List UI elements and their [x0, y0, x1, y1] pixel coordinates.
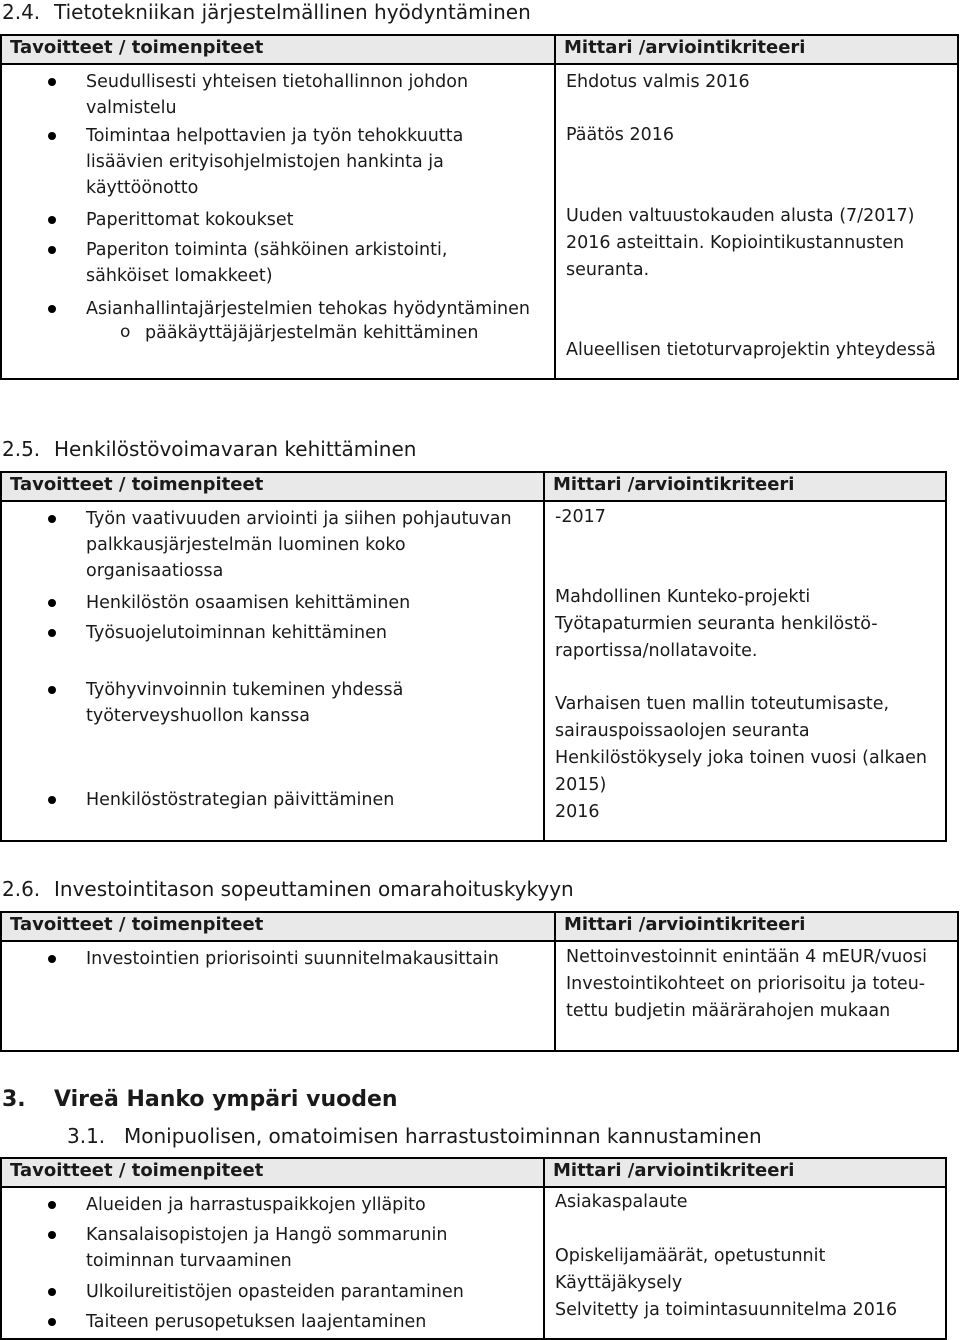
- section-3-1-heading: [67, 1124, 762, 1148]
- goals-header: Tavoitteet / toimenpiteet: [1, 35, 555, 64]
- goal-line: toiminnan turvaaminen: [86, 1251, 292, 1271]
- goal-line: Henkilöstöstrategian päivittäminen: [86, 790, 395, 810]
- metric-line: 2015): [555, 775, 607, 795]
- metric-line: Investointikohteet on priorisoitu ja toteu-: [566, 974, 926, 994]
- goal-item: [86, 677, 403, 729]
- goal-line: Työhyvinvoinnin tukeminen yhdessä: [86, 680, 404, 700]
- goal-line: Taiteen perusopetuksen laajentaminen: [86, 1312, 427, 1332]
- metric-line: Selvitetty ja toimintasuunnitelma 2016: [555, 1300, 898, 1320]
- metrics-cell: [555, 941, 958, 1051]
- goal-subitem: pääkäyttäjäjärjestelmän kehittäminen: [145, 323, 479, 343]
- goal-line: organisaatiossa: [86, 561, 224, 581]
- goal-item: [86, 1222, 448, 1274]
- metric-line: 2016: [555, 802, 600, 822]
- metrics-header: Mittari /arviointikriteeri: [555, 912, 958, 941]
- goal-line: Henkilöstön osaamisen kehittäminen: [86, 593, 411, 613]
- section-2-4-table: [0, 34, 959, 380]
- metrics-header: Mittari /arviointikriteeri: [544, 1158, 946, 1187]
- goal-line: Alueiden ja harrastuspaikkojen ylläpito: [86, 1195, 426, 1215]
- goals-header: Tavoitteet / toimenpiteet: [1, 1158, 544, 1187]
- metric-line: seuranta.: [566, 260, 650, 280]
- goal-item: [86, 1309, 426, 1335]
- goal-item: [86, 620, 387, 646]
- metrics-cell: [555, 64, 958, 379]
- goal-item: [86, 506, 512, 584]
- goal-line: Työsuojelutoiminnan kehittäminen: [86, 623, 387, 643]
- metric-line: -2017: [555, 507, 606, 527]
- goal-item: [86, 296, 530, 322]
- circle-bullet-icon: o: [120, 322, 131, 342]
- section-title: Tietotekniikan järjestelmällinen hyödyntäminen: [54, 0, 531, 24]
- goal-line: Investointien priorisointi suunnitelmakausittain: [86, 949, 499, 969]
- goal-item: [86, 69, 468, 121]
- bullet-icon: [48, 515, 56, 523]
- goal-item: [86, 1192, 426, 1218]
- metrics-header: Mittari /arviointikriteeri: [555, 35, 958, 64]
- metrics-header: Mittari /arviointikriteeri: [544, 472, 946, 501]
- goal-item: [86, 946, 499, 972]
- section-number: 2.5.: [2, 437, 41, 461]
- section-2-4-heading: [2, 0, 531, 24]
- section-2-6-table: [0, 911, 959, 1052]
- bullet-icon: [48, 305, 56, 313]
- section-title: Monipuolisen, omatoimisen harrastustoiminnan kannustaminen: [124, 1124, 762, 1148]
- goal-line: Työn vaativuuden arviointi ja siihen pohjautuvan: [86, 509, 512, 529]
- chapter-title: Vireä Hanko ympäri vuoden: [54, 1087, 398, 1112]
- metric-line: Käyttäjäkysely: [555, 1273, 683, 1293]
- goal-item: [86, 237, 447, 289]
- section-2-5-table: [0, 471, 947, 842]
- bullet-icon: [48, 1231, 56, 1239]
- goals-header: Tavoitteet / toimenpiteet: [1, 472, 544, 501]
- bullet-icon: [48, 796, 56, 804]
- goal-item: [86, 590, 410, 616]
- metric-line: 2016 asteittain. Kopiointikustannusten: [566, 233, 905, 253]
- bullet-icon: [48, 686, 56, 694]
- goals-cell: [1, 64, 555, 379]
- goal-item: [86, 787, 394, 813]
- bullet-icon: [48, 1288, 56, 1296]
- goal-line: Asianhallintajärjestelmien tehokas hyödyntäminen: [86, 299, 531, 319]
- bullet-icon: [48, 132, 56, 140]
- goals-cell: [1, 1187, 544, 1339]
- metric-line: Päätös 2016: [566, 125, 674, 145]
- bullet-icon: [48, 1318, 56, 1326]
- metric-line: Opiskelijamäärät, opetustunnit: [555, 1246, 826, 1266]
- metric-line: sairauspoissaolojen seuranta: [555, 721, 810, 741]
- goal-line: Kansalaisopistojen ja Hangö sommarunin: [86, 1225, 448, 1245]
- metric-line: Alueellisen tietoturvaprojektin yhteydessä: [566, 340, 936, 360]
- section-number: 2.4.: [2, 0, 41, 24]
- section-2-6-heading: [2, 877, 574, 901]
- metric-line: Uuden valtuustokauden alusta (7/2017): [566, 206, 915, 226]
- goal-line: lisäävien erityisohjelmistojen hankinta ja: [86, 152, 444, 172]
- chapter-number: 3.: [2, 1087, 26, 1112]
- goal-item: [86, 123, 463, 201]
- metric-line: Nettoinvestoinnit enintään 4 mEUR/vuosi: [566, 947, 927, 967]
- goal-line: Ulkoilureitistöjen opasteiden parantaminen: [86, 1282, 464, 1302]
- bullet-icon: [48, 78, 56, 86]
- section-title: Henkilöstövoimavaran kehittäminen: [54, 437, 417, 461]
- section-number: 2.6.: [2, 877, 41, 901]
- metrics-cell: [544, 1187, 946, 1339]
- metric-line: Varhaisen tuen mallin toteutumisaste,: [555, 694, 890, 714]
- goal-line: työterveyshuollon kanssa: [86, 706, 310, 726]
- goal-line: Toimintaa helpottavien ja työn tehokkuutta: [86, 126, 464, 146]
- goals-cell: [1, 501, 544, 841]
- goal-line: Paperittomat kokoukset: [86, 210, 294, 230]
- chapter-3-heading: [2, 1087, 398, 1112]
- section-2-5-heading: [2, 437, 416, 461]
- section-title: Investointitason sopeuttaminen omarahoituskykyyn: [54, 877, 574, 901]
- goal-line: Paperiton toiminta (sähköinen arkistointi,: [86, 240, 448, 260]
- metrics-cell: [544, 501, 946, 841]
- goal-line: sähköiset lomakkeet): [86, 266, 273, 286]
- section-3-1-table: [0, 1157, 947, 1340]
- bullet-icon: [48, 955, 56, 963]
- goal-line: Seudullisesti yhteisen tietohallinnon johdon: [86, 72, 469, 92]
- metric-line: Ehdotus valmis 2016: [566, 72, 750, 92]
- goal-item: [86, 1279, 464, 1305]
- metric-line: Henkilöstökysely joka toinen vuosi (alkaen: [555, 748, 927, 768]
- bullet-icon: [48, 629, 56, 637]
- metric-line: Työtapaturmien seuranta henkilöstö-: [555, 614, 878, 634]
- bullet-icon: [48, 1201, 56, 1209]
- goals-cell: [1, 941, 555, 1051]
- bullet-icon: [48, 599, 56, 607]
- goals-header: Tavoitteet / toimenpiteet: [1, 912, 555, 941]
- metric-line: Asiakaspalaute: [555, 1192, 688, 1212]
- goal-line: valmistelu: [86, 98, 177, 118]
- metric-line: Mahdollinen Kunteko-projekti: [555, 587, 811, 607]
- metric-line: raportissa/nollatavoite.: [555, 641, 758, 661]
- metric-line: tettu budjetin määrärahojen mukaan: [566, 1001, 891, 1021]
- goal-line: palkkausjärjestelmän luominen koko: [86, 535, 406, 555]
- section-number: 3.1.: [67, 1124, 106, 1148]
- bullet-icon: [48, 246, 56, 254]
- bullet-icon: [48, 216, 56, 224]
- goal-item: [86, 207, 293, 233]
- goal-line: käyttöönotto: [86, 178, 199, 198]
